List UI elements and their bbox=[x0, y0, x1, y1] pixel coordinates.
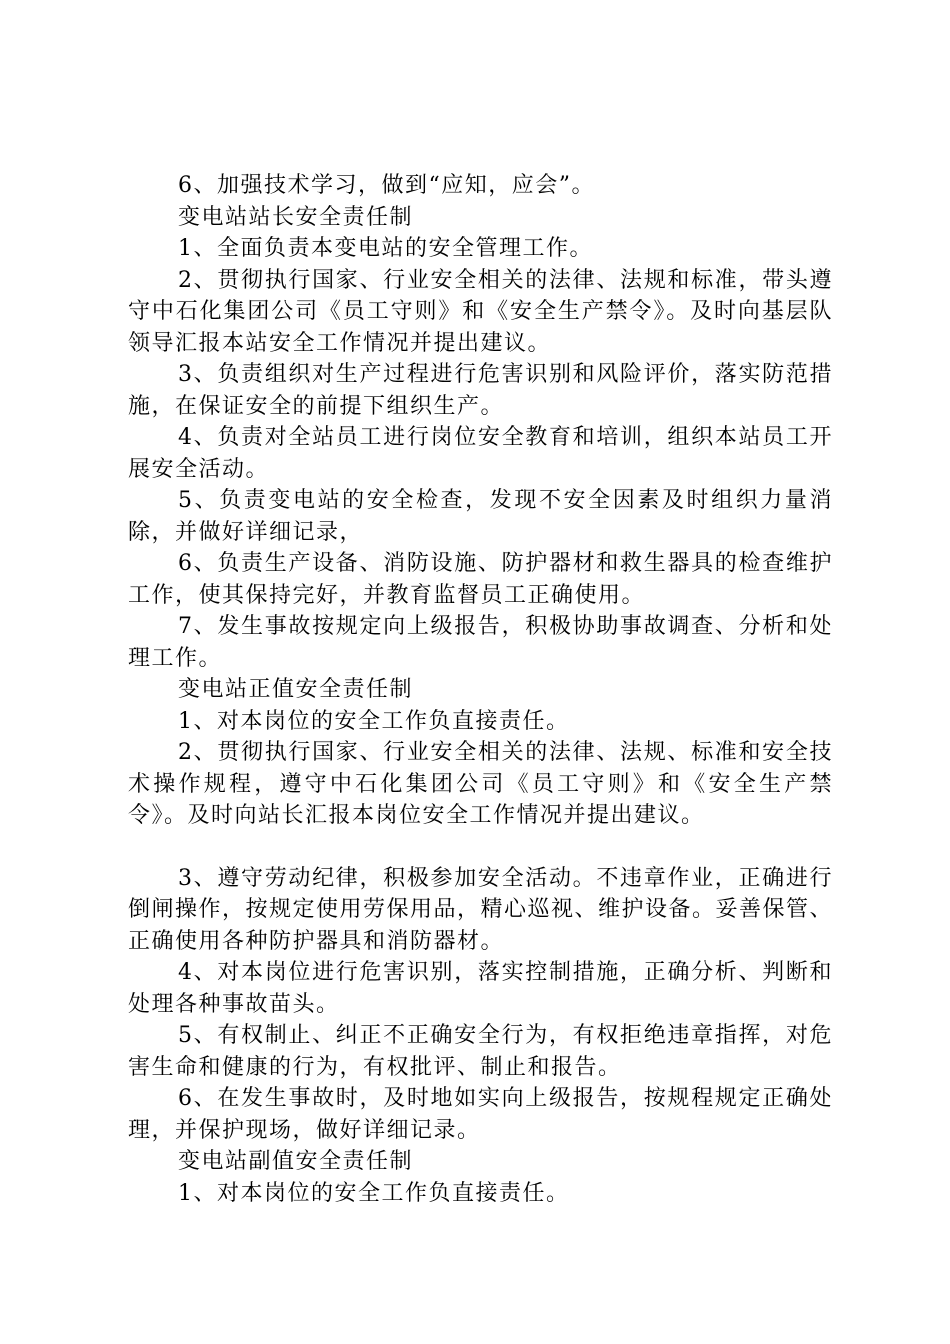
paragraph: 5、有权制止、纠正不正确安全行为，有权拒绝违章指挥，对危害生命和健康的行为，有权批评、制止和报告。 bbox=[128, 1023, 833, 1080]
paragraph: 3、负责组织对生产过程进行危害识别和风险评价，落实防范措施，在保证安全的前提下组织生产。 bbox=[128, 362, 833, 419]
document-body bbox=[128, 170, 833, 1209]
paragraph: 3、遵守劳动纪律，积极参加安全活动。不违章作业，正确进行倒闸操作，按规定使用劳保用品，精心巡视、维护设备。妥善保管、正确使用各种防护器具和消防器材。 bbox=[128, 865, 834, 954]
paragraph: 2、贯彻执行国家、行业安全相关的法律、法规和标准，带头遵守中石化集团公司《员工守则》和《安全生产禁令》。及时向基层队领导汇报本站安全工作情况并提出建议。 bbox=[128, 267, 833, 356]
paragraph: 1、对本岗位的安全工作负直接责任。 bbox=[178, 708, 570, 734]
section-heading: 变电站副值安全责任制 bbox=[178, 1149, 414, 1174]
paragraph: 6、在发生事故时，及时地如实向上级报告，按规程规定正确处理，并保护现场，做好详细记录。 bbox=[128, 1086, 833, 1143]
paragraph: 4、负责对全站员工进行岗位安全教育和培训，组织本站员工开展安全活动。 bbox=[128, 425, 833, 482]
section-heading: 变电站站长安全责任制 bbox=[178, 204, 414, 230]
paragraph: 1、对本岗位的安全工作负直接责任。 bbox=[178, 1180, 570, 1206]
paragraph: 6、负责生产设备、消防设施、防护器材和救生器具的检查维护工作，使其保持完好，并教育监督员工正确使用。 bbox=[128, 551, 833, 608]
section-heading: 变电站正值安全责任制 bbox=[178, 677, 414, 702]
blank-line bbox=[128, 832, 833, 863]
paragraph: 2、贯彻执行国家、行业安全相关的法律、法规、标准和安全技术操作规程，遵守中石化集团公司《员工守则》和《安全生产禁令》。及时向站长汇报本岗位安全工作情况并提出建议。 bbox=[128, 740, 833, 828]
paragraph: 5、负责变电站的安全检查，发现不安全因素及时组织力量消除，并做好详细记录， bbox=[128, 488, 833, 545]
paragraph: 4、对本岗位进行危害识别，落实控制措施，正确分析、判断和处理各种事故苗头。 bbox=[128, 960, 833, 1017]
paragraph: 7、发生事故按规定向上级报告，积极协助事故调查、分析和处理工作。 bbox=[128, 614, 833, 671]
paragraph: 6、加强技术学习，做到“应知，应会”。 bbox=[178, 173, 595, 198]
paragraph: 1、全面负责本变电站的安全管理工作。 bbox=[178, 236, 593, 261]
